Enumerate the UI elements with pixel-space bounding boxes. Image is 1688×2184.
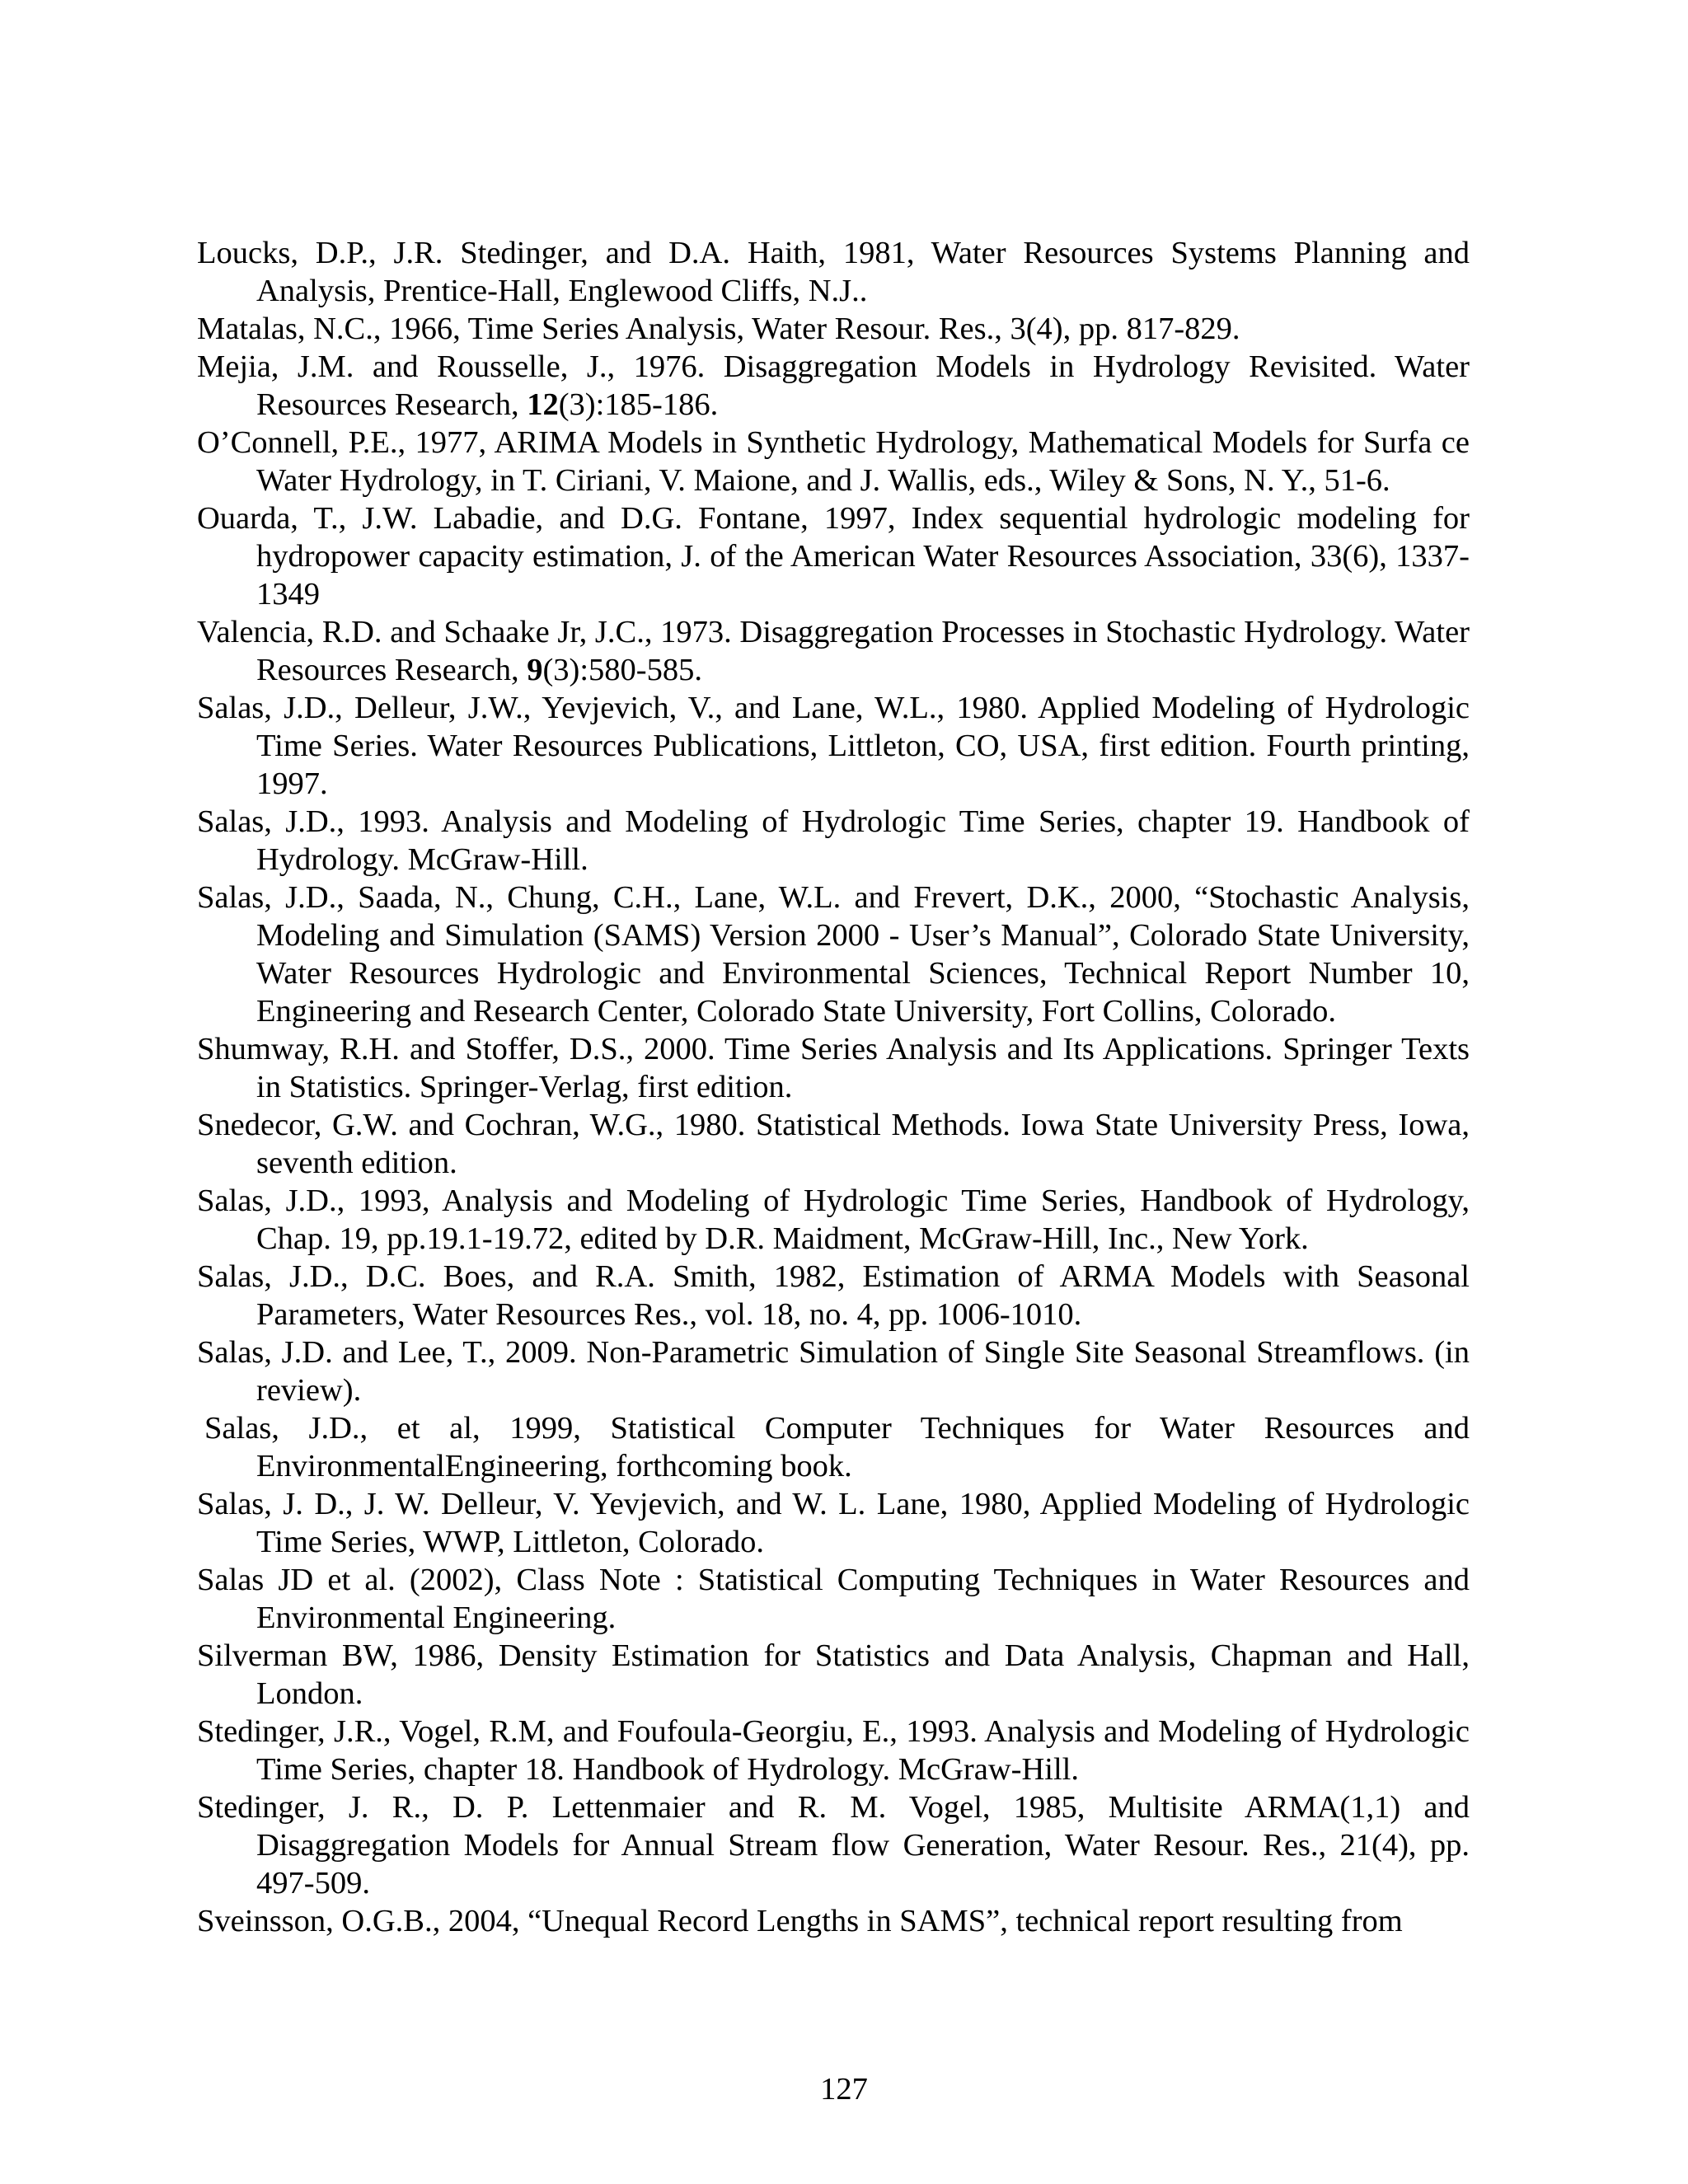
reference-item: Matalas, N.C., 1966, Time Series Analysis, Water Resour. Res., 3(4), pp. 817-829. (197, 312, 1240, 346)
volume-number: 12 (527, 387, 559, 422)
reference-text: Valencia, R.D. and Schaake Jr, J.C., 1973. Disaggregation Processes in Stochastic Hydrology. Water Resources Research, (197, 615, 1470, 687)
reference-item: Sveinsson, O.G.B., 2004, “Unequal Record Lengths in SAMS”, technical report resulting from (197, 1904, 1403, 1938)
reference-item: Silverman BW, 1986, Density Estimation for Statistics and Data Analysis, Chapman and Hall, London. (197, 1638, 1470, 1711)
reference-text: Mejia, J.M. and Rousselle, J., 1976. Disaggregation Models in Hydrology Revisited. Water Resources Research, (197, 349, 1470, 422)
reference-item: Shumway, R.H. and Stoffer, D.S., 2000. Time Series Analysis and Its Applications. Springer Texts in Statistics. Springer-Verlag, first edition. (197, 1032, 1470, 1104)
reference-list (197, 234, 1470, 1940)
reference-item: Salas, J.D. and Lee, T., 2009. Non-Parametric Simulation of Single Site Seasonal Streamflows. (in review). (197, 1335, 1470, 1408)
reference-item (197, 613, 1470, 689)
reference-item: Salas, J. D., J. W. Delleur, V. Yevjevich, and W. L. Lane, 1980, Applied Modeling of Hydrologic Time Series, WWP, Littleton, Colorado. (197, 1487, 1470, 1559)
reference-item: Salas, J.D., 1993, Analysis and Modeling of Hydrologic Time Series, Handbook of Hydrology, Chap. 19, pp.19.1-19.72, edited by D.R. Maidment, McGraw-Hill, Inc., New York. (197, 1183, 1470, 1256)
reference-item: Salas JD et al. (2002), Class Note : Statistical Computing Techniques in Water Resources and Environmental Engineering. (197, 1563, 1470, 1635)
reference-item: Salas, J.D., Delleur, J.W., Yevjevich, V., and Lane, W.L., 1980. Applied Modeling of Hydrologic Time Series. Water Resources Publications, Littleton, CO, USA, first edition. Fourth printing, 1997. (197, 691, 1470, 801)
page-number: 127 (820, 2072, 868, 2107)
reference-item: Stedinger, J.R., Vogel, R.M, and Foufoula-Georgiu, E., 1993. Analysis and Modeling of Hydrologic Time Series, chapter 18. Handbook of Hydrology. McGraw-Hill. (197, 1714, 1470, 1787)
reference-item: Salas, J.D., D.C. Boes, and R.A. Smith, 1982, Estimation of ARMA Models with Seasonal Parameters, Water Resources Res., vol. 18, no. 4, pp. 1006-1010. (197, 1259, 1470, 1332)
reference-item: O’Connell, P.E., 1977, ARIMA Models in Synthetic Hydrology, Mathematical Models for Surfa ce Water Hydrology, in T. Ciriani, V. Maione, and J. Wallis, eds., Wiley & Sons, N. Y., 51-6. (197, 425, 1470, 498)
reference-item: Salas, J.D., et al, 1999, Statistical Computer Techniques for Water Resources and EnvironmentalEngineering, forthcoming book. (204, 1411, 1470, 1483)
reference-item: Loucks, D.P., J.R. Stedinger, and D.A. Haith, 1981, Water Resources Systems Planning and Analysis, Prentice-Hall, Englewood Cliffs, N.J.. (197, 236, 1470, 308)
reference-item: Salas, J.D., 1993. Analysis and Modeling of Hydrologic Time Series, chapter 19. Handbook of Hydrology. McGraw-Hill. (197, 804, 1470, 877)
reference-text: (3):185-186. (558, 387, 719, 422)
reference-item: Snedecor, G.W. and Cochran, W.G., 1980. Statistical Methods. Iowa State University Press, Iowa, seventh edition. (197, 1108, 1470, 1180)
volume-number: 9 (527, 653, 543, 687)
reference-item: Stedinger, J. R., D. P. Lettenmaier and R. M. Vogel, 1985, Multisite ARMA(1,1) and Disaggregation Models for Annual Stream flow Generation, Water Resour. Res., 21(4), pp. 497-509. (197, 1790, 1470, 1900)
reference-item: Ouarda, T., J.W. Labadie, and D.G. Fontane, 1997, Index sequential hydrologic modeling for hydropower capacity estimation, J. of the American Water Resources Association, 33(6), 1337-1349 (197, 501, 1470, 612)
reference-item: Salas, J.D., Saada, N., Chung, C.H., Lane, W.L. and Frevert, D.K., 2000, “Stochastic Analysis, Modeling and Simulation (SAMS) Version 2000 - User’s Manual”, Colorado State University, Water Resources Hydrologic and Environmental Sciences, Technical Report Number 10, Engineering and Research Center, Colorado State University, Fort Collins, Colorado. (197, 880, 1470, 1029)
reference-item (197, 348, 1470, 424)
reference-text: (3):580-585. (542, 653, 702, 687)
